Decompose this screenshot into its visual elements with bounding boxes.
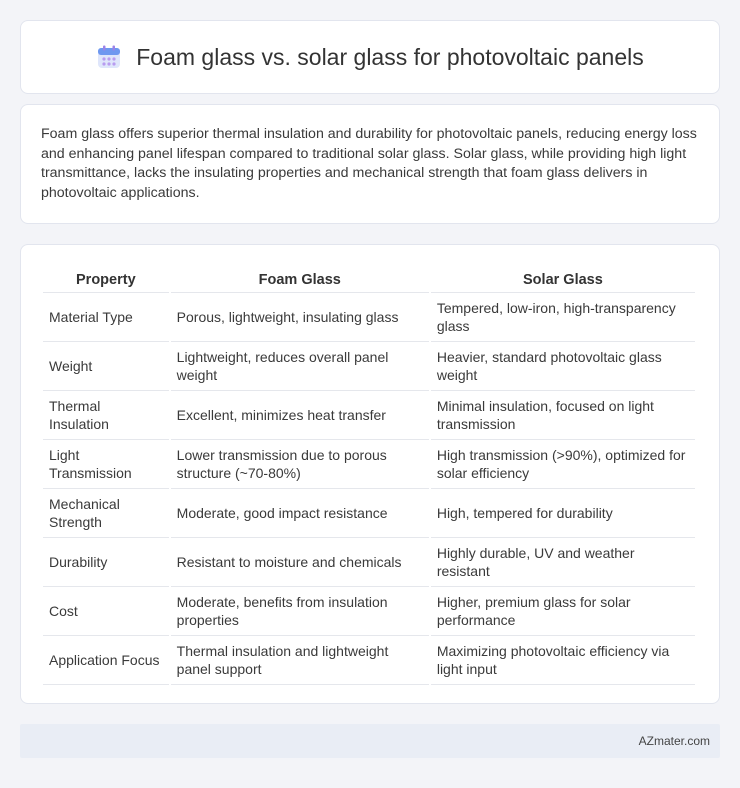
comparison-table [41, 265, 697, 685]
solar-glass-cell: Minimal insulation, focused on light transmission [431, 391, 695, 440]
solar-glass-cell: Highly durable, UV and weather resistant [431, 538, 695, 587]
property-cell: Thermal Insulation [43, 391, 169, 440]
foam-glass-cell: Thermal insulation and lightweight panel support [171, 636, 429, 685]
comparison-table-card [20, 244, 720, 704]
header-solar-glass: Solar Glass [431, 265, 695, 293]
page-title: Foam glass vs. solar glass for photovoltaic panels [136, 43, 644, 70]
foam-glass-cell: Moderate, benefits from insulation properties [171, 587, 429, 636]
property-cell: Cost [43, 587, 169, 636]
table-row [43, 489, 695, 538]
property-cell: Mechanical Strength [43, 489, 169, 538]
solar-glass-cell: Heavier, standard photovoltaic glass weight [431, 342, 695, 391]
foam-glass-cell: Porous, lightweight, insulating glass [171, 293, 429, 342]
header-foam-glass: Foam Glass [171, 265, 429, 293]
header-property: Property [43, 265, 169, 293]
foam-glass-cell: Moderate, good impact resistance [171, 489, 429, 538]
solar-glass-cell: Higher, premium glass for solar performance [431, 587, 695, 636]
title-wrap [96, 44, 644, 71]
table-row [43, 391, 695, 440]
solar-glass-cell: Maximizing photovoltaic efficiency via light input [431, 636, 695, 685]
intro-paragraph: Foam glass offers superior thermal insulation and durability for photovoltaic panels, reducing energy loss and enhancing panel lifespan compared to traditional solar glass. Solar glass, while providing high light transmittance, lacks the insulating properties and mechanical strength that foam glass delivers in photovoltaic applications. [41, 126, 697, 201]
table-header-row [43, 265, 695, 293]
table-row [43, 342, 695, 391]
foam-glass-cell: Excellent, minimizes heat transfer [171, 391, 429, 440]
calendar-icon [96, 44, 122, 70]
table-row [43, 636, 695, 685]
table-row [43, 587, 695, 636]
title-card [20, 20, 720, 94]
property-cell: Durability [43, 538, 169, 587]
table-row [43, 293, 695, 342]
intro-card [20, 104, 720, 224]
footer-bar [20, 724, 720, 758]
solar-glass-cell: High, tempered for durability [431, 489, 695, 538]
foam-glass-cell: Resistant to moisture and chemicals [171, 538, 429, 587]
foam-glass-cell: Lower transmission due to porous structure (~70-80%) [171, 440, 429, 489]
table-row [43, 538, 695, 587]
property-cell: Application Focus [43, 636, 169, 685]
foam-glass-cell: Lightweight, reduces overall panel weight [171, 342, 429, 391]
property-cell: Weight [43, 342, 169, 391]
solar-glass-cell: High transmission (>90%), optimized for solar efficiency [431, 440, 695, 489]
solar-glass-cell: Tempered, low-iron, high-transparency glass [431, 293, 695, 342]
property-cell: Material Type [43, 293, 169, 342]
table-row [43, 440, 695, 489]
property-cell: Light Transmission [43, 440, 169, 489]
footer-site-link[interactable]: AZmater.com [638, 734, 710, 748]
